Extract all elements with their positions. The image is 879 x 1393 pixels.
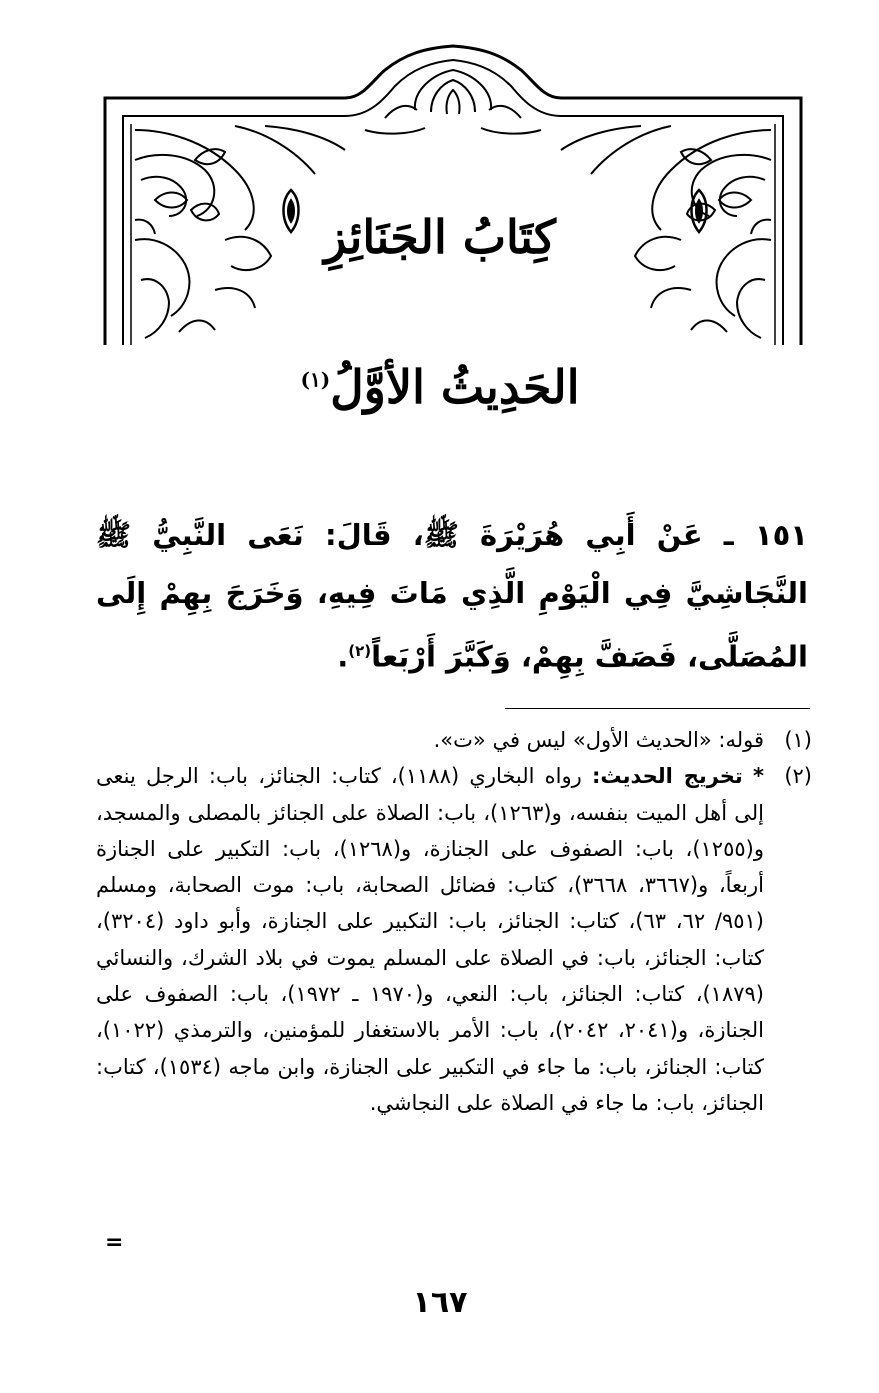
page-number: ١٦٧ bbox=[412, 1285, 468, 1320]
hadith-text bbox=[96, 506, 808, 686]
footnote-number: (١) bbox=[784, 728, 812, 752]
footnote-number: (٢) bbox=[784, 764, 812, 789]
hadith-end-punct: . bbox=[337, 639, 349, 674]
footnote-2 bbox=[96, 758, 812, 1121]
asterisk-marker: * bbox=[753, 764, 764, 789]
footnote-1 bbox=[96, 722, 812, 758]
hadith-heading bbox=[200, 360, 680, 414]
footnote-text bbox=[96, 758, 764, 1121]
hadith-heading-text: الحَدِيثُ الأوَّلُ bbox=[330, 360, 580, 414]
footnote-lead: تخريج الحديث: bbox=[592, 764, 743, 789]
ornamental-title-frame bbox=[95, 40, 811, 350]
book-title: كِتَابُ الجَنَائِزِ bbox=[324, 210, 556, 264]
hadith-body-text: ١٥١ ـ عَنْ أَبِي هُرَيْرَةَ ﷺ، قَالَ: نَعَى النَّبِيُّ ﷺ النَّجَاشِيَّ فِي الْيَوْمِ الَّذِي مَاتَ فِيهِ، وَخَرَجَ بِهِمْ إِلَى المُصَلَّى، فَصَفَّ بِهِمْ، وَكَبَّرَ أَرْبَعاً bbox=[96, 518, 808, 674]
hadith-footnote-ref[interactable]: (٢) bbox=[348, 642, 372, 660]
footnote-body: رواه البخاري (١١٨٨)، كتاب: الجنائز، باب: الرجل ينعى إلى أهل الميت بنفسه، و(١٢٦٣)، باب: الصلاة على الجنائز بالمصلى والمسجد، و(١٢٥٥)، باب: الصفوف على الجنازة، و(١٢٦٨)، باب: التكبير على الجنازة أربعاً، و(٣٦٦٧، ٣٦٦٨)، كتاب: فضائل الصحابة، باب: موت الصحابة، ومسلم (٩٥١/ ٦٢، ٦٣)، كتاب: الجنائز، باب: التكبير على الجنازة، وأبو داود (٣٢٠٤)، كتاب: الجنائز، باب: في الصلاة على المسلم يموت في بلاد الشرك، والنسائي (١٨٧٩)، كتاب: الجنائز، باب: النعي، و(١٩٧٠ ـ ١٩٧٢)، باب: الصفوف على الجنازة، و(٢٠٤١، ٢٠٤٢)، باب: الأمر بالاستغفار للمؤمنين، والترمذي (١٠٢٢)، كتاب: الجنائز، باب: ما جاء في التكبير على الجنازة، وابن ماجه (١٥٣٤)، كتاب: الجنائز، باب: ما جاء في الصلاة على النجاشي. bbox=[96, 764, 765, 1115]
footnote-text: قوله: «الحديث الأول» ليس في «ت». bbox=[433, 728, 764, 752]
continuation-mark: = bbox=[105, 1230, 124, 1255]
footnote-divider bbox=[505, 708, 810, 709]
hadith-heading-footnote-ref[interactable]: (١) bbox=[300, 367, 331, 392]
footnotes bbox=[96, 722, 812, 1121]
